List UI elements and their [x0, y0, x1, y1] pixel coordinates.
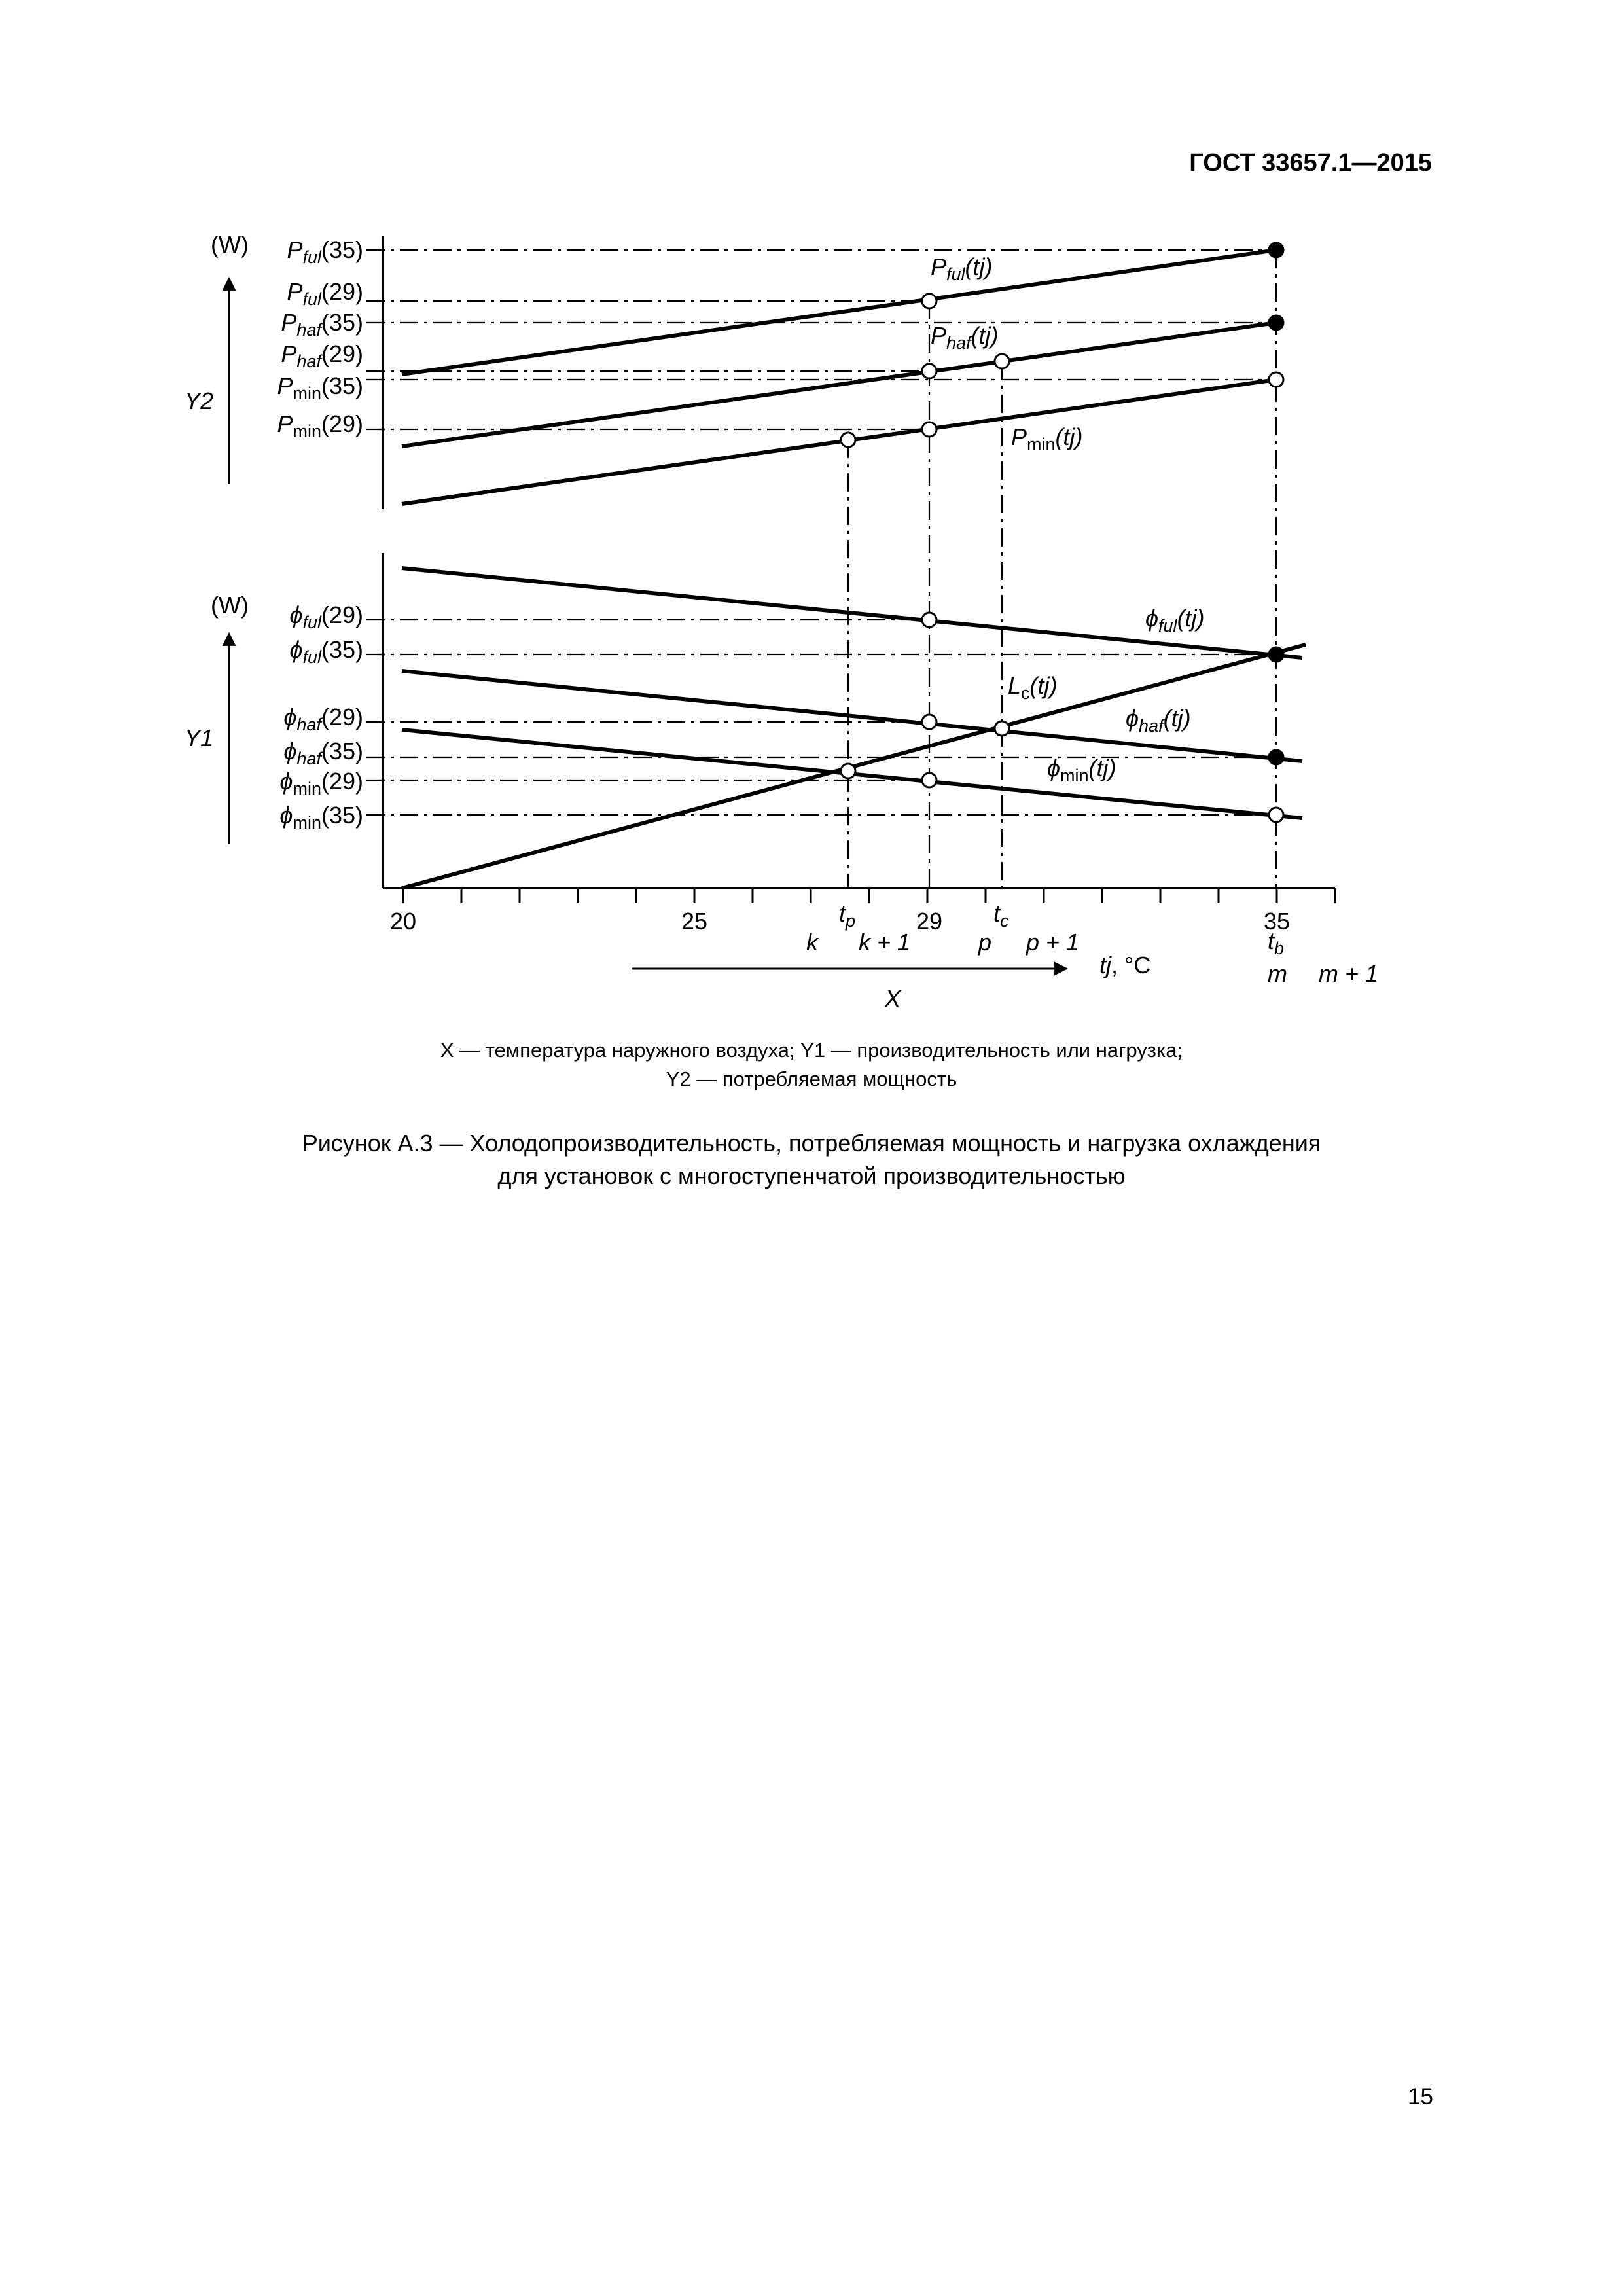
index-k-plus-1: k + 1	[859, 929, 911, 956]
legend-line-2: Y2 — потребляемая мощность	[666, 1067, 957, 1090]
page-number: 15	[1408, 2084, 1433, 2109]
point-phi-min-35	[1269, 808, 1283, 822]
y2-unit-label: (W)	[211, 231, 249, 258]
curve-label-phi-ful: $\phi_{ful}(tj)$	[1145, 605, 1205, 636]
index-p-plus-1: p + 1	[1026, 929, 1080, 956]
y1-unit-label: (W)	[211, 592, 249, 619]
x-tick-25: 25	[681, 908, 708, 935]
marker-tb: $t_b$	[1268, 927, 1285, 958]
point-lc-tp	[841, 764, 855, 778]
point-p-haf-tc	[995, 354, 1009, 368]
curve-label-p-min: $P_{min}(tj)$	[1011, 423, 1083, 454]
line-p-haf	[402, 323, 1276, 446]
document-number: ГОСТ 33657.1—2015	[1189, 149, 1432, 177]
index-m-plus-1: m + 1	[1319, 960, 1379, 987]
point-phi-ful-29	[922, 613, 936, 627]
line-phi-ful	[402, 568, 1302, 658]
curve-label-phi-haf: $\phi_{haf}(tj)$	[1126, 705, 1191, 736]
point-phi-ful-35	[1269, 647, 1283, 662]
point-p-ful-29	[922, 294, 936, 308]
figure-legend	[0, 1036, 1623, 1094]
y1-axis-name: Y1	[185, 725, 214, 751]
point-p-min-tp	[841, 433, 855, 447]
curve-label-lc: $L_c(tj)$	[1008, 672, 1058, 703]
characteristic-lines	[402, 250, 1306, 888]
y2-label-p-ful-29: $P_{ful}(29)$	[287, 278, 363, 309]
point-lc-tc	[995, 721, 1009, 736]
y1-label-phi-ful-29: $\phi_{ful}(29)$	[289, 601, 363, 632]
curve-label-p-ful: $P_{ful}(tj)$	[931, 253, 993, 284]
curve-label-p-haf: $P_{haf}(tj)$	[931, 322, 999, 353]
point-phi-haf-29	[922, 715, 936, 729]
line-p-min	[402, 380, 1276, 504]
point-p-haf-29	[922, 364, 936, 378]
x-tick-20: 20	[389, 908, 417, 935]
y1-label-phi-haf-29: $\phi_{haf}(29)$	[283, 704, 363, 734]
x-axis-name: X	[884, 985, 901, 1012]
y1-label-phi-min-35: $\phi_{min}(35)$	[279, 802, 363, 833]
vertical-reference-lines	[848, 250, 1276, 888]
point-phi-min-29	[922, 773, 936, 787]
y2-label-p-haf-29: $P_{haf}(29)$	[281, 340, 363, 371]
upper-reference-lines	[366, 250, 1276, 429]
y2-label-p-ful-35: $P_{ful}(35)$	[287, 236, 363, 267]
y2-axis-name: Y2	[185, 387, 214, 414]
y2-label-p-haf-35: $P_{haf}(35)$	[281, 309, 363, 340]
point-p-min-29	[922, 422, 936, 437]
point-phi-haf-35	[1269, 750, 1283, 764]
x-tick-35: 35	[1263, 908, 1291, 935]
index-k: k	[806, 929, 818, 956]
index-p: p	[978, 929, 992, 956]
marker-tp: $t_p$	[839, 900, 856, 931]
marker-tc: $t_c$	[993, 900, 1009, 931]
figure-caption	[0, 1127, 1623, 1193]
point-p-min-35	[1269, 372, 1283, 387]
point-p-haf-35	[1269, 315, 1283, 330]
legend-line-1: X — температура наружного воздуха; Y1 — производительность или нагрузка;	[440, 1039, 1183, 1062]
y1-label-phi-min-29: $\phi_{min}(29)$	[279, 768, 363, 798]
y2-label-p-min-35: $P_{min}(35)$	[277, 372, 363, 403]
x-axis-ticks	[403, 888, 1335, 903]
capacity-power-diagram	[0, 0, 1623, 1021]
point-p-ful-35	[1269, 243, 1283, 257]
line-p-ful	[402, 250, 1276, 374]
y1-label-phi-ful-35: $\phi_{ful}(35)$	[289, 636, 363, 667]
y1-label-phi-haf-35: $\phi_{haf}(35)$	[283, 738, 363, 768]
caption-line-2: для установок с многоступенчатой производительностью	[497, 1162, 1126, 1189]
caption-line-1: Рисунок А.3 — Холодопроизводительность, потребляемая мощность и нагрузка охлаждения	[302, 1130, 1321, 1157]
x-tick-29: 29	[916, 908, 943, 935]
y2-label-p-min-29: $P_{min}(29)$	[277, 410, 363, 441]
curve-label-phi-min: $\phi_{min}(tj)$	[1047, 755, 1116, 785]
x-variable-label: tj, °C	[1099, 952, 1151, 978]
index-m: m	[1268, 960, 1287, 987]
